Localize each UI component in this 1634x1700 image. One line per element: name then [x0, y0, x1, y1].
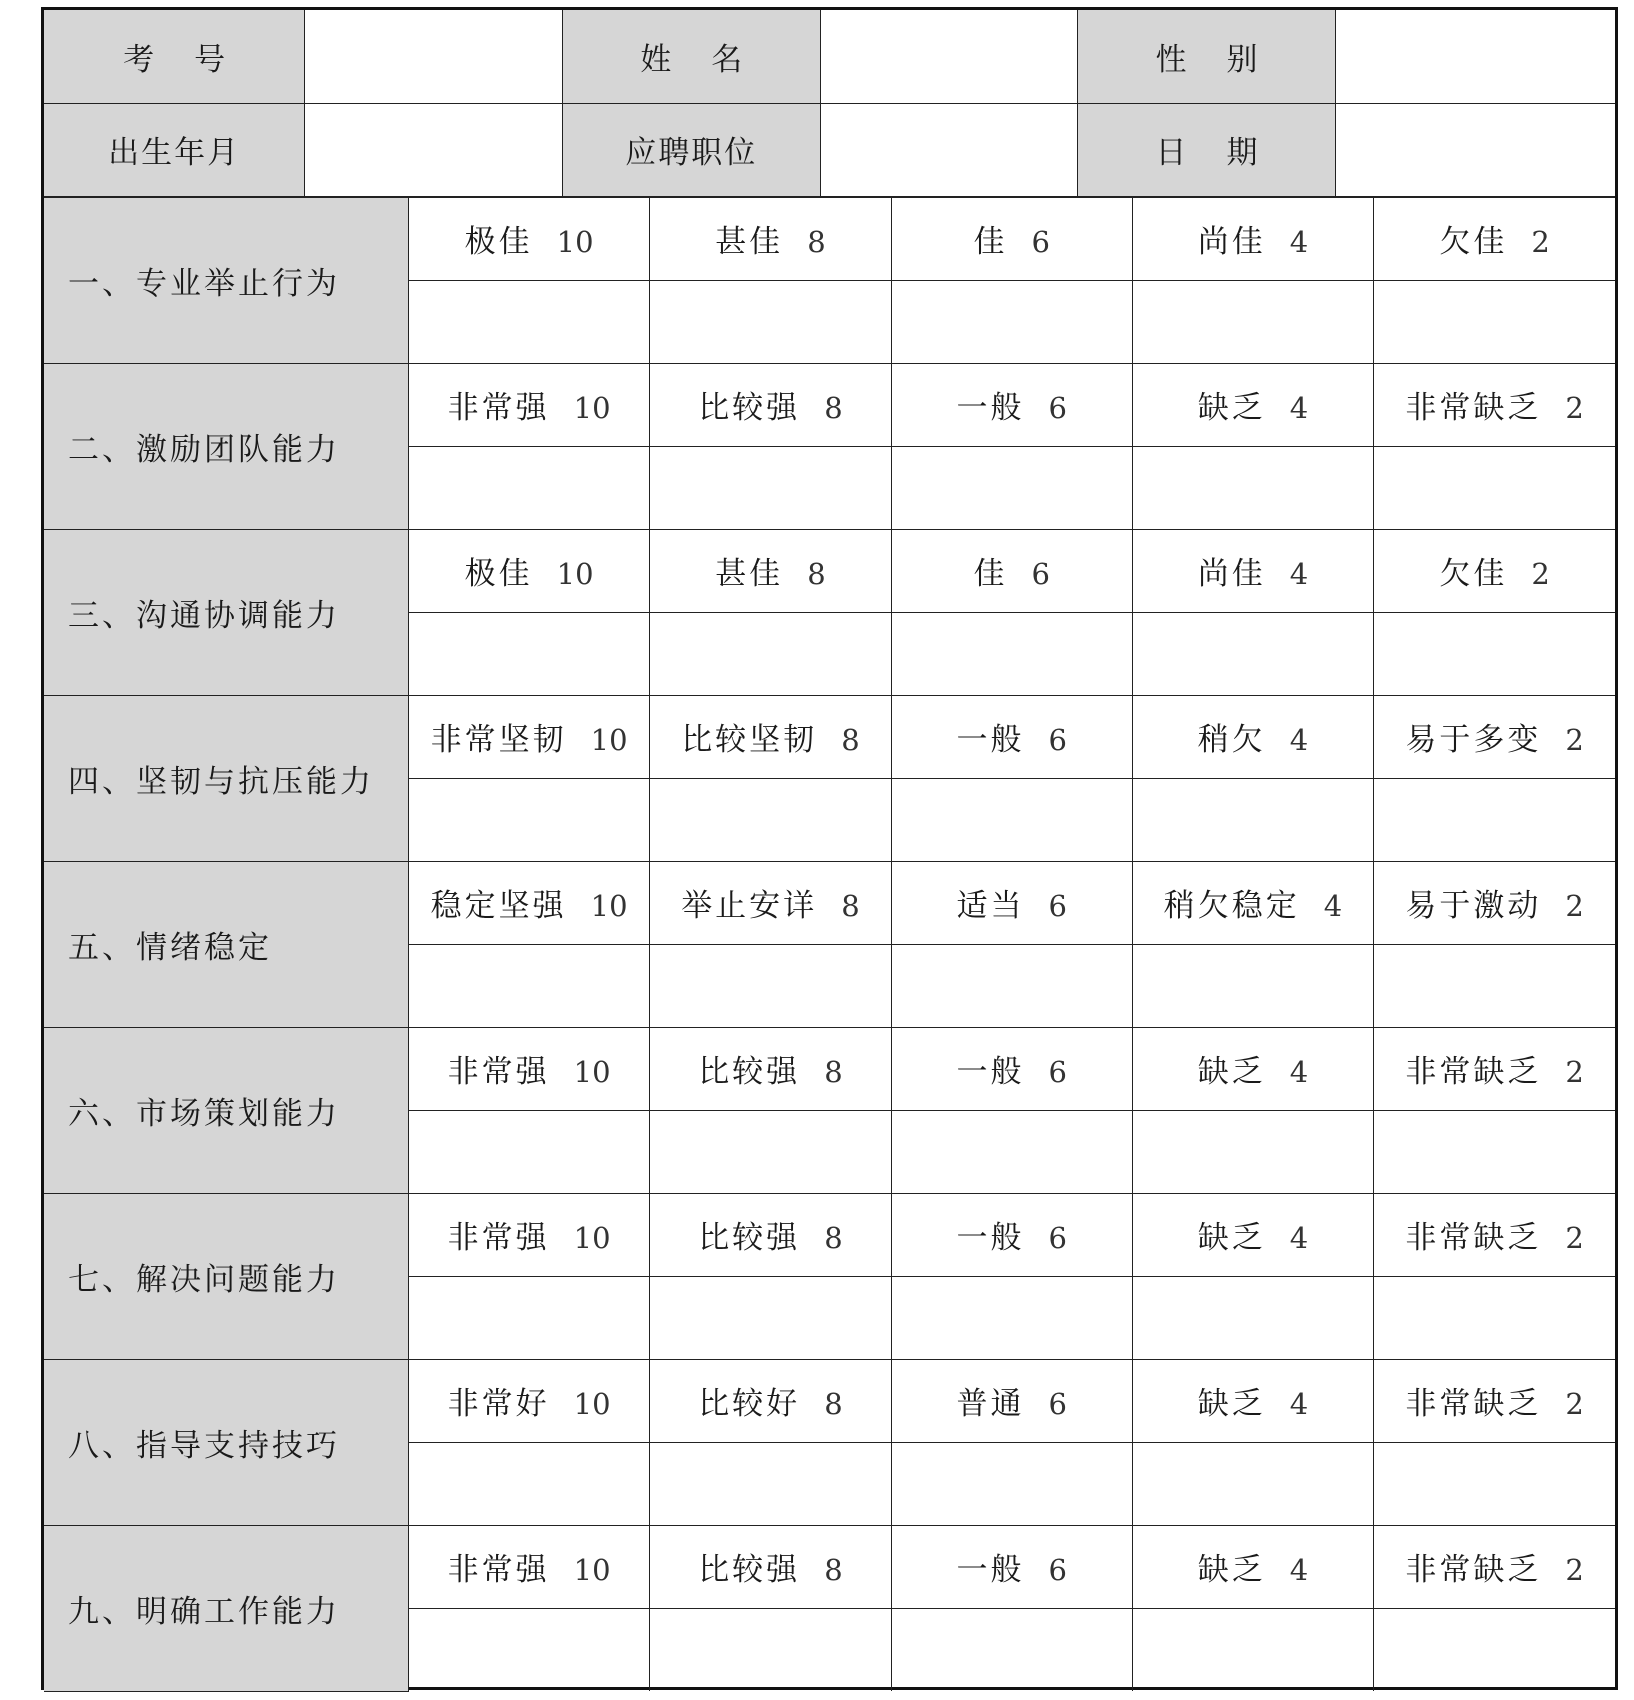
rating-option [650, 197, 891, 280]
rating-option [408, 1027, 649, 1110]
score-entry-cell[interactable] [650, 612, 891, 695]
rating-option-label: 非常缺乏 [1405, 1054, 1542, 1090]
criterion-options-row [44, 529, 1615, 612]
rating-option [650, 1027, 891, 1110]
rating-option-score: 4 [1289, 1387, 1309, 1421]
rating-option-label: 比较强 [698, 1054, 801, 1090]
criterion-options-row [44, 695, 1615, 778]
rating-option [891, 695, 1132, 778]
rating-option [1374, 197, 1615, 280]
score-entry-cell[interactable] [650, 1276, 891, 1359]
rating-option [408, 1359, 649, 1442]
rating-option-score: 4 [1289, 391, 1309, 425]
interview-evaluation-form [41, 7, 1618, 1690]
score-entry-cell[interactable] [408, 1276, 649, 1359]
rating-option-label: 非常好 [447, 1386, 550, 1422]
gender-field[interactable] [1335, 10, 1615, 103]
rating-option-label: 易于多变 [1405, 722, 1542, 758]
rating-option-score: 4 [1323, 889, 1343, 923]
score-entry-cell[interactable] [650, 446, 891, 529]
rating-option [650, 695, 891, 778]
rating-option [650, 861, 891, 944]
score-entry-cell[interactable] [891, 446, 1132, 529]
rating-option-score: 6 [1048, 1055, 1067, 1089]
score-entry-cell[interactable] [408, 446, 649, 529]
rating-option-score: 6 [1048, 889, 1067, 923]
evaluation-criteria-table [44, 197, 1615, 1692]
rating-option [650, 529, 891, 612]
rating-option-score: 2 [1531, 557, 1550, 591]
rating-option-label: 非常缺乏 [1405, 390, 1542, 426]
rating-option [1132, 197, 1373, 280]
rating-option-label: 一般 [956, 1552, 1025, 1588]
rating-option [891, 1359, 1132, 1442]
score-entry-cell[interactable] [408, 612, 649, 695]
rating-option [408, 1525, 649, 1608]
score-entry-cell[interactable] [1132, 446, 1373, 529]
criterion-title: 三、沟通协调能力 [44, 529, 408, 695]
score-entry-cell[interactable] [891, 1110, 1132, 1193]
rating-option [1374, 1525, 1615, 1608]
rating-option [891, 861, 1132, 944]
rating-option-label: 非常坚韧 [430, 722, 567, 758]
score-entry-cell[interactable] [891, 944, 1132, 1027]
score-entry-cell[interactable] [1132, 1608, 1373, 1691]
rating-option-score: 6 [1048, 1221, 1067, 1255]
rating-option [1132, 1193, 1373, 1276]
score-entry-cell[interactable] [1132, 944, 1373, 1027]
score-entry-cell[interactable] [1132, 1110, 1373, 1193]
rating-option-label: 适当 [956, 888, 1025, 924]
rating-option-score: 2 [1565, 1055, 1584, 1089]
rating-option-label: 缺乏 [1197, 1386, 1266, 1422]
criterion-options-row [44, 861, 1615, 944]
rating-option [1132, 1027, 1373, 1110]
score-entry-cell[interactable] [650, 280, 891, 363]
rating-option-score: 2 [1565, 889, 1584, 923]
rating-option [408, 363, 649, 446]
score-entry-cell[interactable] [1374, 1276, 1615, 1359]
rating-option-label: 稍欠 [1197, 722, 1266, 758]
rating-option-score: 10 [556, 557, 594, 591]
rating-option [408, 861, 649, 944]
rating-option-score: 6 [1048, 1387, 1067, 1421]
score-entry-cell[interactable] [650, 1110, 891, 1193]
score-entry-cell[interactable] [650, 944, 891, 1027]
rating-option-score: 10 [573, 1387, 611, 1421]
score-entry-cell[interactable] [650, 1608, 891, 1691]
score-entry-cell[interactable] [1374, 944, 1615, 1027]
rating-option-score: 8 [824, 1055, 843, 1089]
rating-option-score: 10 [590, 889, 628, 923]
rating-option-score: 4 [1289, 1221, 1309, 1255]
score-entry-cell[interactable] [1132, 778, 1373, 861]
criterion-title: 一、专业举止行为 [44, 197, 408, 363]
name-label: 姓名 [562, 10, 820, 103]
rating-option-label: 比较坚韧 [681, 722, 818, 758]
rating-option-label: 比较好 [698, 1386, 801, 1422]
score-entry-cell[interactable] [1374, 612, 1615, 695]
score-entry-cell[interactable] [1132, 1442, 1373, 1525]
gender-label: 性别 [1078, 10, 1336, 103]
score-entry-cell[interactable] [408, 1608, 649, 1691]
score-entry-cell[interactable] [1132, 612, 1373, 695]
rating-option [1132, 1525, 1373, 1608]
rating-option-score: 2 [1565, 723, 1584, 757]
criterion-title: 六、市场策划能力 [44, 1027, 408, 1193]
rating-option-label: 缺乏 [1197, 1054, 1266, 1090]
criterion-options-row [44, 1027, 1615, 1110]
criterion-options-row [44, 1193, 1615, 1276]
rating-option-score: 10 [573, 391, 611, 425]
applicant-info-table [44, 10, 1615, 197]
rating-option-label: 非常缺乏 [1405, 1220, 1542, 1256]
rating-option-score: 2 [1531, 225, 1550, 259]
rating-option-label: 易于激动 [1405, 888, 1542, 924]
rating-option [1132, 1359, 1373, 1442]
applicant-info-row-1 [44, 10, 1615, 103]
rating-option-label: 极佳 [464, 224, 533, 260]
rating-option-score: 2 [1565, 1387, 1584, 1421]
rating-option-score: 6 [1048, 723, 1067, 757]
score-entry-cell[interactable] [650, 778, 891, 861]
rating-option-label: 佳 [973, 556, 1008, 592]
exam-number-label: 考号 [44, 10, 305, 103]
rating-option-score: 8 [807, 225, 826, 259]
rating-option-label: 缺乏 [1197, 1220, 1266, 1256]
rating-option-label: 稳定坚强 [430, 888, 567, 924]
rating-option [1374, 1193, 1615, 1276]
rating-option-label: 非常缺乏 [1405, 1552, 1542, 1588]
score-entry-cell[interactable] [408, 778, 649, 861]
birth-date-field[interactable] [305, 103, 563, 196]
rating-option-label: 甚佳 [715, 224, 784, 260]
rating-option-label: 极佳 [464, 556, 533, 592]
criterion-title: 二、激励团队能力 [44, 363, 408, 529]
rating-option-label: 比较强 [698, 1220, 801, 1256]
rating-option [891, 363, 1132, 446]
rating-option-score: 2 [1565, 1221, 1584, 1255]
score-entry-cell[interactable] [408, 944, 649, 1027]
score-entry-cell[interactable] [891, 1442, 1132, 1525]
rating-option-score: 10 [573, 1553, 611, 1587]
position-label: 应聘职位 [562, 103, 820, 196]
rating-option-label: 比较强 [698, 390, 801, 426]
rating-option-score: 8 [841, 889, 860, 923]
rating-option-score: 8 [824, 1387, 843, 1421]
rating-option-label: 举止安详 [681, 888, 818, 924]
rating-option-score: 2 [1565, 1553, 1584, 1587]
criterion-options-row [44, 1359, 1615, 1442]
rating-option-label: 稍欠稳定 [1163, 888, 1300, 924]
rating-option-score: 6 [1031, 225, 1050, 259]
rating-option-label: 佳 [973, 224, 1008, 260]
rating-option [1132, 529, 1373, 612]
rating-option-score: 4 [1289, 1055, 1309, 1089]
rating-option-label: 欠佳 [1439, 556, 1508, 592]
rating-option [891, 197, 1132, 280]
rating-option-score: 10 [573, 1055, 611, 1089]
rating-option-label: 普通 [956, 1386, 1025, 1422]
score-entry-cell[interactable] [1374, 1442, 1615, 1525]
rating-option [408, 197, 649, 280]
criterion-options-row [44, 363, 1615, 446]
rating-option-label: 缺乏 [1197, 390, 1266, 426]
rating-option-score: 4 [1289, 1553, 1309, 1587]
score-entry-cell[interactable] [891, 778, 1132, 861]
criterion-title: 七、解决问题能力 [44, 1193, 408, 1359]
rating-option [1374, 695, 1615, 778]
score-entry-cell[interactable] [1374, 1608, 1615, 1691]
score-entry-cell[interactable] [408, 1442, 649, 1525]
rating-option-label: 一般 [956, 1054, 1025, 1090]
rating-option-score: 4 [1289, 723, 1309, 757]
rating-option-score: 10 [573, 1221, 611, 1255]
rating-option-score: 8 [824, 391, 843, 425]
date-field[interactable] [1335, 103, 1615, 196]
rating-option-label: 欠佳 [1439, 224, 1508, 260]
criterion-options-row [44, 1525, 1615, 1608]
rating-option [408, 695, 649, 778]
rating-option-label: 甚佳 [715, 556, 784, 592]
rating-option [1132, 695, 1373, 778]
rating-option [1374, 861, 1615, 944]
rating-option-label: 非常强 [447, 390, 550, 426]
rating-option-label: 尚佳 [1197, 556, 1266, 592]
score-entry-cell[interactable] [1132, 1276, 1373, 1359]
criterion-title: 八、指导支持技巧 [44, 1359, 408, 1525]
score-entry-cell[interactable] [1374, 280, 1615, 363]
rating-option [1374, 363, 1615, 446]
rating-option [891, 1525, 1132, 1608]
rating-option-score: 8 [807, 557, 826, 591]
rating-option-score: 4 [1289, 225, 1309, 259]
rating-option-label: 非常强 [447, 1054, 550, 1090]
score-entry-cell[interactable] [1374, 446, 1615, 529]
score-entry-cell[interactable] [650, 1442, 891, 1525]
rating-option [408, 529, 649, 612]
rating-option [891, 1193, 1132, 1276]
rating-option-label: 非常缺乏 [1405, 1386, 1542, 1422]
rating-option-score: 2 [1565, 391, 1584, 425]
rating-option-score: 8 [824, 1221, 843, 1255]
score-entry-cell[interactable] [1132, 280, 1373, 363]
position-field[interactable] [820, 103, 1078, 196]
applicant-info-row-2 [44, 103, 1615, 196]
rating-option [1132, 363, 1373, 446]
score-entry-cell[interactable] [1374, 778, 1615, 861]
rating-option [650, 363, 891, 446]
rating-option-score: 8 [841, 723, 860, 757]
criterion-options-row [44, 197, 1615, 280]
rating-option-label: 尚佳 [1197, 224, 1266, 260]
rating-option-label: 一般 [956, 1220, 1025, 1256]
date-label: 日期 [1078, 103, 1336, 196]
rating-option-label: 一般 [956, 722, 1025, 758]
rating-option [891, 529, 1132, 612]
criterion-title: 五、情绪稳定 [44, 861, 408, 1027]
rating-option-score: 6 [1048, 1553, 1067, 1587]
rating-option-score: 6 [1031, 557, 1050, 591]
score-entry-cell[interactable] [891, 1276, 1132, 1359]
rating-option-score: 10 [556, 225, 594, 259]
rating-option-score: 8 [824, 1553, 843, 1587]
rating-option-label: 非常强 [447, 1552, 550, 1588]
score-entry-cell[interactable] [408, 1110, 649, 1193]
rating-option [650, 1359, 891, 1442]
rating-option-label: 非常强 [447, 1220, 550, 1256]
rating-option-label: 缺乏 [1197, 1552, 1266, 1588]
rating-option [1374, 1027, 1615, 1110]
rating-option [1374, 529, 1615, 612]
score-entry-cell[interactable] [1374, 1110, 1615, 1193]
score-entry-cell[interactable] [891, 1608, 1132, 1691]
criterion-title: 九、明确工作能力 [44, 1525, 408, 1691]
rating-option [1374, 1359, 1615, 1442]
criterion-title: 四、坚韧与抗压能力 [44, 695, 408, 861]
rating-option [408, 1193, 649, 1276]
rating-option [650, 1525, 891, 1608]
rating-option [1132, 861, 1373, 944]
rating-option-score: 10 [590, 723, 628, 757]
rating-option-score: 6 [1048, 391, 1067, 425]
rating-option-score: 4 [1289, 557, 1309, 591]
exam-number-field[interactable] [305, 10, 563, 103]
rating-option-label: 一般 [956, 390, 1025, 426]
rating-option-label: 比较强 [698, 1552, 801, 1588]
rating-option [891, 1027, 1132, 1110]
name-field[interactable] [820, 10, 1078, 103]
score-entry-cell[interactable] [891, 612, 1132, 695]
birth-date-label: 出生年月 [44, 103, 305, 196]
score-entry-cell[interactable] [891, 280, 1132, 363]
rating-option [650, 1193, 891, 1276]
score-entry-cell[interactable] [408, 280, 649, 363]
